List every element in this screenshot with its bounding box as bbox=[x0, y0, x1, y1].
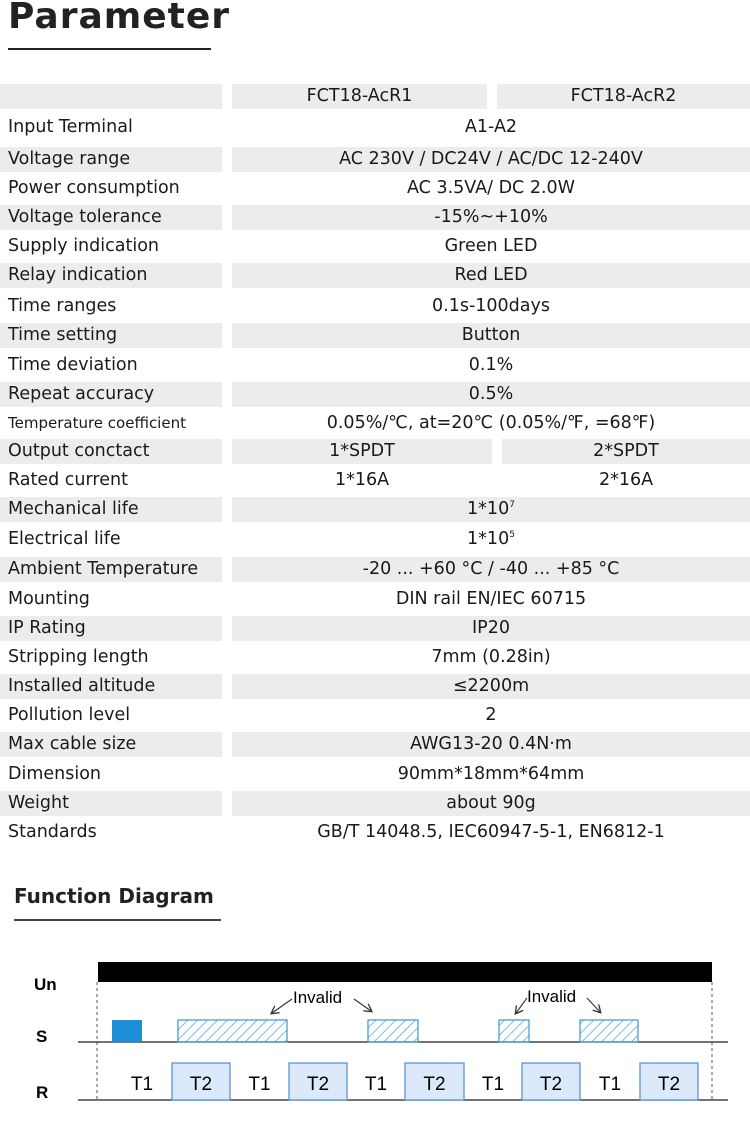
param-value-text: ≤2200m bbox=[452, 676, 530, 696]
period-label-t1: T1 bbox=[598, 1074, 622, 1095]
invalid-pulse bbox=[178, 1020, 287, 1042]
param-label: Mechanical life bbox=[8, 499, 139, 519]
param-value bbox=[232, 292, 750, 321]
param-value-text: -20 ... +60 °C / -40 ... +85 °C bbox=[362, 559, 620, 579]
period-label-t1: T1 bbox=[364, 1074, 388, 1095]
param-value-text: Red LED bbox=[454, 265, 528, 285]
param-value bbox=[232, 321, 750, 350]
param-value bbox=[232, 380, 750, 409]
period-label-t2: T2 bbox=[657, 1074, 681, 1095]
param-exponent: 7 bbox=[509, 500, 515, 511]
header-label-cell bbox=[0, 84, 222, 109]
period-label-t1: T1 bbox=[481, 1074, 505, 1095]
param-value-text: Button bbox=[461, 325, 521, 345]
param-value-text: AC 230V / DC24V / AC/DC 12-240V bbox=[339, 149, 643, 169]
relay-timing-periods bbox=[131, 1063, 698, 1100]
param-value-text: DIN rail EN/IEC 60715 bbox=[395, 589, 587, 609]
param-value bbox=[232, 701, 750, 730]
param-label: Electrical life bbox=[8, 529, 121, 549]
param-label: Dimension bbox=[8, 764, 102, 784]
param-value-text: -15%~+10% bbox=[434, 207, 548, 227]
param-label: Weight bbox=[8, 793, 69, 813]
param-value bbox=[232, 232, 750, 261]
param-value-text: AWG13-20 0.4N·m bbox=[410, 734, 572, 754]
param-value bbox=[232, 585, 750, 614]
param-value bbox=[232, 113, 750, 142]
param-label: Temperature coefficient bbox=[8, 414, 186, 432]
param-label: Supply indication bbox=[8, 236, 159, 256]
param-value bbox=[232, 351, 750, 380]
period-label-t2: T2 bbox=[423, 1074, 446, 1095]
param-value bbox=[232, 525, 750, 554]
param-value bbox=[232, 672, 750, 701]
param-value-r1: 1*SPDT bbox=[329, 441, 395, 461]
model-name: FCT18-AcR2 bbox=[570, 86, 677, 106]
param-label: Mounting bbox=[8, 589, 90, 609]
param-value bbox=[232, 789, 750, 818]
model-name: FCT18-AcR1 bbox=[306, 86, 413, 106]
param-value bbox=[232, 495, 750, 524]
param-value-text: 0.1% bbox=[468, 355, 514, 375]
param-value bbox=[232, 409, 750, 438]
invalid-arrow bbox=[272, 999, 292, 1013]
param-value-text: 0.5% bbox=[468, 384, 514, 404]
param-label: Time ranges bbox=[8, 296, 117, 316]
function-diagram-underline bbox=[14, 919, 221, 921]
function-diagram-title: Function Diagram bbox=[14, 884, 214, 908]
invalid-label: Invalid bbox=[293, 988, 343, 1007]
function-diagram bbox=[0, 950, 750, 1144]
param-value-r1: 1*16A bbox=[334, 470, 390, 490]
param-value bbox=[232, 174, 750, 203]
signal-label-un: Un bbox=[34, 975, 57, 994]
title-underline bbox=[8, 48, 211, 50]
param-label: Ambient Temperature bbox=[8, 559, 199, 579]
param-value-text: A1-A2 bbox=[464, 117, 518, 137]
param-value-text: 1*10 bbox=[467, 529, 510, 549]
param-value bbox=[232, 760, 750, 789]
param-label: Voltage range bbox=[8, 149, 131, 169]
param-value bbox=[232, 145, 750, 174]
param-value-text: 90mm*18mm*64mm bbox=[397, 764, 585, 784]
param-label: Output conctact bbox=[8, 441, 150, 461]
param-value bbox=[232, 261, 750, 290]
invalid-arrow bbox=[587, 998, 600, 1012]
param-value bbox=[232, 818, 750, 847]
param-exponent: 5 bbox=[509, 530, 515, 541]
param-value-text: Green LED bbox=[444, 236, 538, 256]
param-label: Rated current bbox=[8, 470, 128, 490]
param-label: Standards bbox=[8, 822, 97, 842]
param-value bbox=[232, 730, 750, 759]
period-label-t1: T1 bbox=[130, 1074, 154, 1095]
param-value-text: 2 bbox=[485, 705, 497, 725]
param-label: Installed altitude bbox=[8, 676, 156, 696]
period-label-t2: T2 bbox=[189, 1074, 213, 1095]
supply-voltage-bar bbox=[98, 962, 712, 982]
invalid-pulse bbox=[580, 1020, 638, 1042]
param-label: Power consumption bbox=[8, 178, 180, 198]
param-value-r2: 2*SPDT bbox=[593, 441, 659, 461]
period-label-t2: T2 bbox=[306, 1074, 330, 1095]
param-label: Input Terminal bbox=[8, 117, 133, 137]
param-label: Repeat accuracy bbox=[8, 384, 155, 404]
param-value bbox=[232, 555, 750, 584]
param-value bbox=[232, 643, 750, 672]
param-value-text: AC 3.5VA/ DC 2.0W bbox=[407, 178, 575, 198]
param-value bbox=[232, 614, 750, 643]
param-value-text: 1*10 bbox=[467, 499, 510, 519]
trigger-pulse bbox=[112, 1020, 142, 1042]
invalid-pulse bbox=[368, 1020, 418, 1042]
param-label: Voltage tolerance bbox=[8, 207, 162, 227]
param-value bbox=[232, 203, 750, 232]
invalid-pulse bbox=[499, 1020, 529, 1042]
invalid-label: Invalid bbox=[527, 987, 577, 1006]
param-value-r2: 2*16A bbox=[598, 470, 654, 490]
param-label: Time deviation bbox=[8, 355, 138, 375]
param-value-text: 0.1s-100days bbox=[432, 296, 550, 316]
signal-label-s: S bbox=[36, 1027, 48, 1046]
page-title: Parameter bbox=[8, 0, 231, 37]
invalid-arrow bbox=[516, 998, 527, 1013]
param-value-text: 0.05%/℃, at=20℃ (0.05%/℉, =68℉) bbox=[326, 413, 656, 433]
param-value-text: about 90g bbox=[446, 793, 536, 813]
param-label: Max cable size bbox=[8, 734, 137, 754]
period-label-t1: T1 bbox=[248, 1074, 271, 1095]
param-value-text: IP20 bbox=[472, 618, 510, 638]
period-label-t2: T2 bbox=[539, 1074, 563, 1095]
param-label: IP Rating bbox=[8, 618, 86, 638]
signal-label-r: R bbox=[36, 1083, 49, 1102]
param-label: Stripping length bbox=[8, 647, 149, 667]
param-label: Pollution level bbox=[8, 705, 131, 725]
param-label: Time setting bbox=[8, 325, 118, 345]
invalid-arrow bbox=[354, 999, 371, 1011]
param-value-text: 7mm (0.28in) bbox=[431, 647, 551, 667]
param-label: Relay indication bbox=[8, 265, 148, 285]
param-value-text: GB/T 14048.5, IEC60947-5-1, EN6812-1 bbox=[317, 822, 665, 842]
